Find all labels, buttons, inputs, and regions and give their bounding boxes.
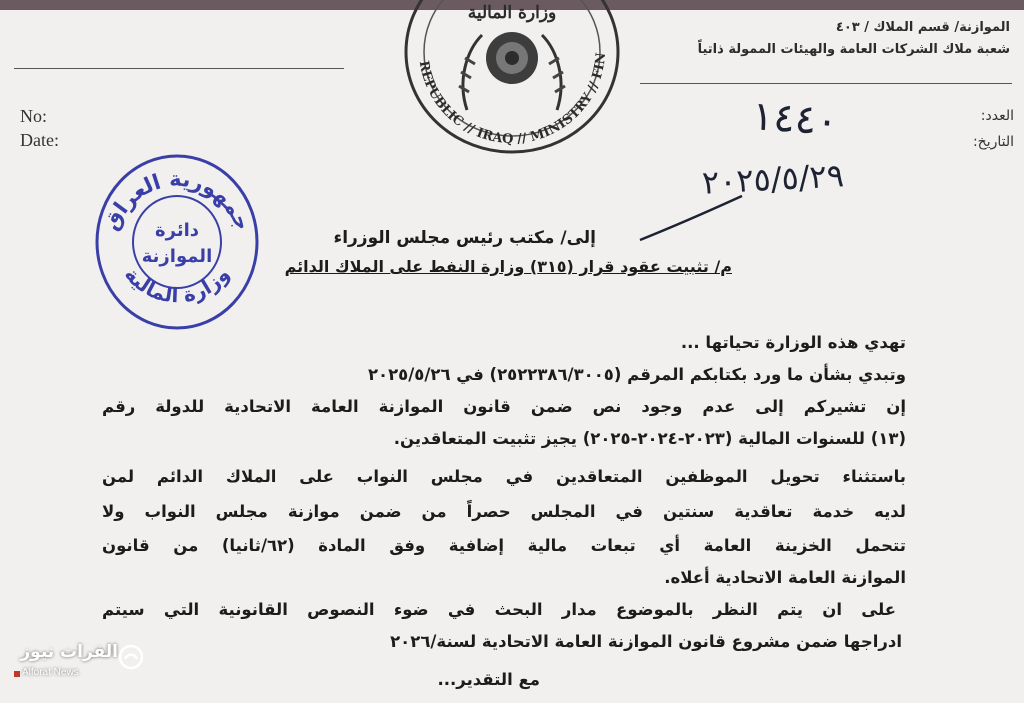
body-line-6: لديه خدمة تعاقدية سنتين في المجلس حصراً من ضمن موازنة مجلس النواب ولا (102, 502, 906, 521)
body-line-8: الموازنة العامة الاتحادية أعلاه. (664, 568, 906, 587)
ministry-seal (397, 0, 627, 160)
number-label-ar: العدد: (980, 108, 1014, 124)
body-line-3: إن تشيركم إلى عدم وجود نص ضمن قانون الموازنة العامة الاتحادية للدولة رقم (102, 397, 906, 416)
number-label-en: No: (20, 106, 47, 126)
watermark-dot-icon (14, 671, 20, 677)
alforat-news-watermark (14, 640, 144, 686)
watermark-brand-ar: الفرات نيوز (20, 642, 118, 662)
stamp-inner-text-2: الموازنة (141, 246, 213, 267)
handwritten-date: ٢٠٢٥/٥/٢٩ (701, 156, 845, 202)
date-label-en: Date: (20, 130, 59, 150)
budget-department-stamp (92, 150, 262, 330)
stamp-outer-bottom-text: وزارة المالية (119, 262, 235, 308)
letter-addressee: إلى/ مكتب رئيس مجلس الوزراء (333, 228, 596, 248)
date-label-ar: التاريخ: (972, 134, 1014, 150)
watermark-brand-en: Alforat News (22, 667, 79, 678)
seal-top-text: وزارة المالية (467, 3, 557, 23)
header-rule-left (14, 68, 344, 69)
body-line-4: (١٣) للسنوات المالية (٢٠٢٣-٢٠٢٤-٢٠٢٥) يجيز تثبيت المتعاقدين. (393, 429, 906, 448)
body-line-7: تتحمل الخزينة العامة أي تبعات مالية إضافية وفق المادة (٦٢/ثانيا) من قانون (102, 536, 906, 555)
body-line-11: مع التقدير... (437, 670, 540, 689)
header-rule-right (640, 83, 1012, 84)
letter-subject: م/ تثبيت عقود قرار (٣١٥) وزارة النفط على الملاك الدائم (284, 257, 732, 276)
seal-emblem-icon (459, 32, 565, 110)
handwritten-number: ١٤٤٠ (750, 93, 840, 145)
seal-ring-text: REPUBLIC // IRAQ // MINISTRY // FIN (415, 51, 610, 148)
body-line-2: وتبدي بشأن ما ورد بكتابكم المرقم (٢٥٢٢٣٨٦/٣٠٠٥) في ٢٠٢٥/٥/٢٦ (367, 365, 906, 384)
body-line-5: باستثناء تحويل الموظفين المتعاقدين في مجلس النواب على الملاك الدائم لمن (102, 467, 906, 486)
alforat-logo-icon (118, 644, 144, 670)
body-line-10: ادراجها ضمن مشروع قانون الموازنة العامة الاتحادية لسنة/٢٠٢٦ (390, 632, 902, 651)
staffing-division-line: شعبة ملاك الشركات العامة والهيئات الممولة ذاتياً (697, 42, 1010, 57)
stamp-outer-top-text: جمهورية العراق (98, 166, 256, 234)
handwritten-arrow (630, 190, 750, 250)
body-line-9: على ان يتم النظر بالموضوع مدار البحث في ضوء النصوص القانونية التي سيتم (102, 600, 896, 619)
stamp-inner-text-1: دائرة (155, 220, 199, 241)
body-line-1: تهدي هذه الوزارة تحياتها ... (680, 333, 906, 352)
budget-department-line: الموازنة/ قسم الملاك / ٤٠٣ (835, 20, 1010, 35)
